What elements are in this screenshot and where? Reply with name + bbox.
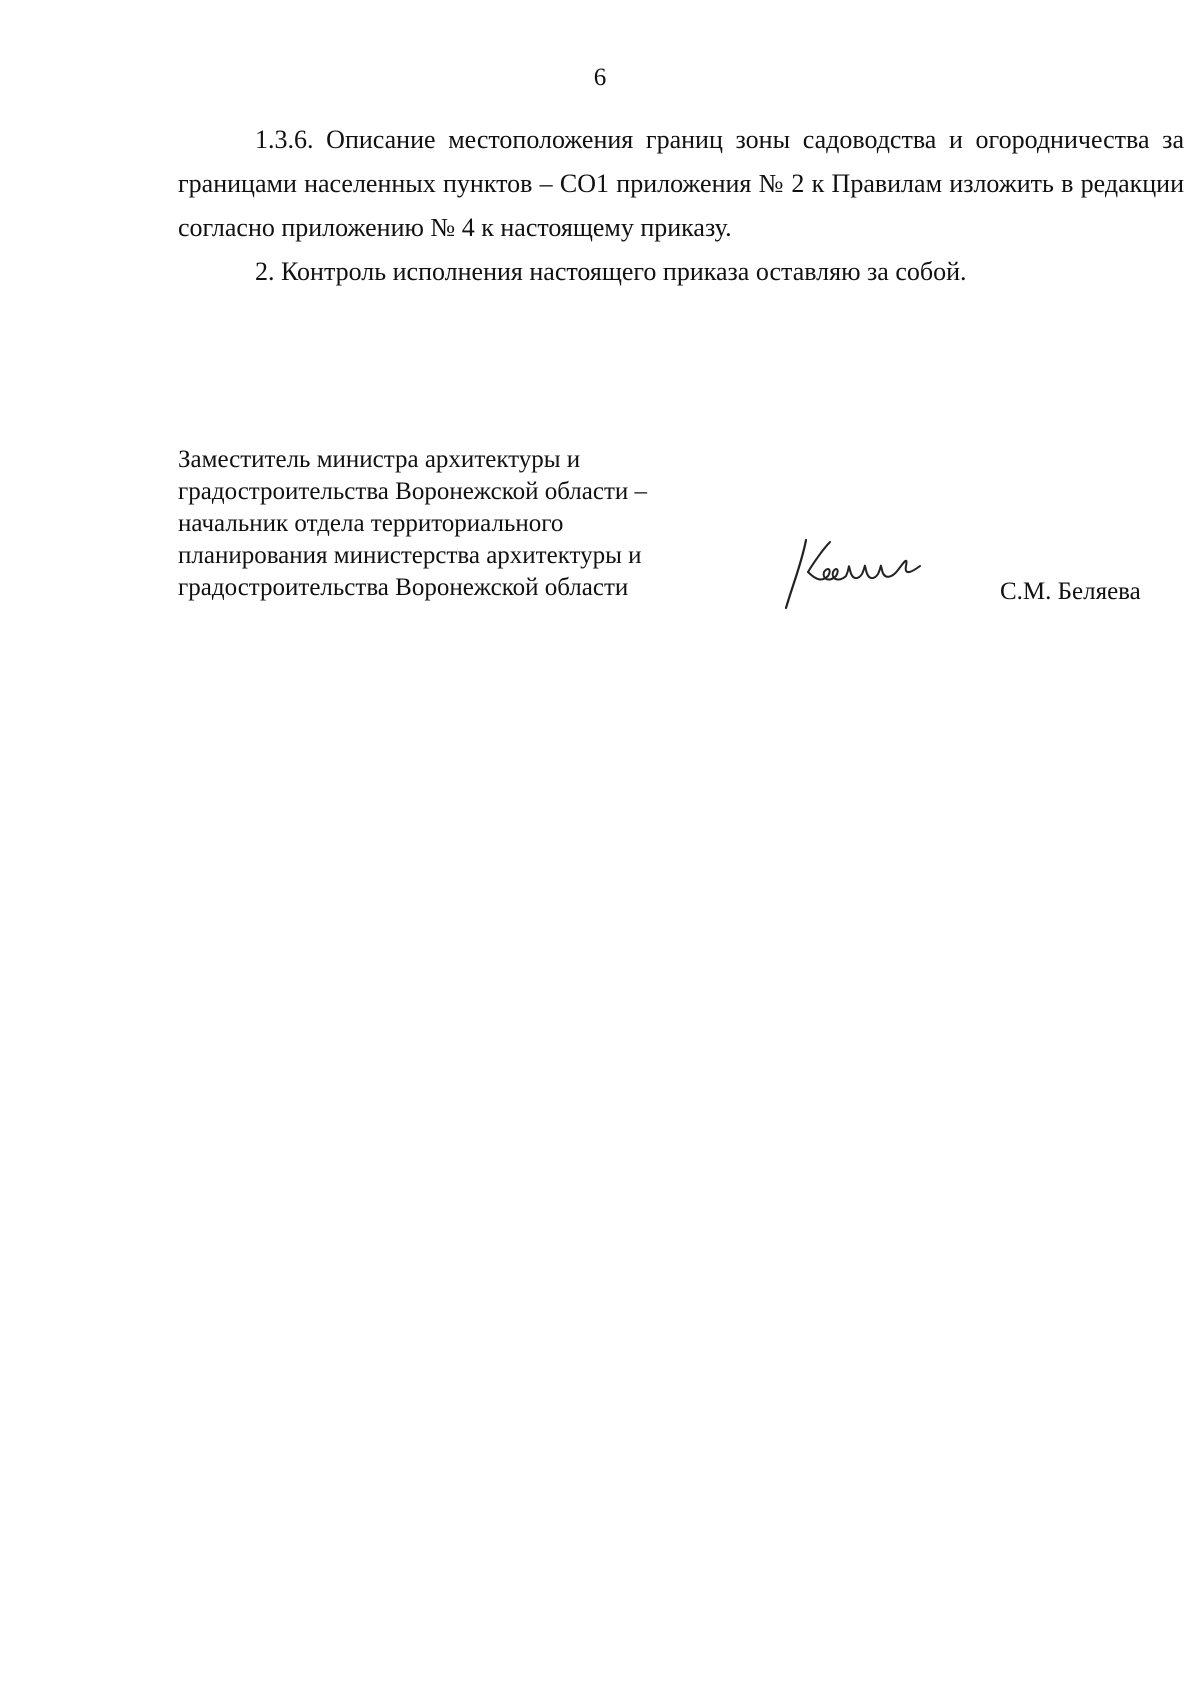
document-body <box>178 118 1184 294</box>
position-line: планирования министерства архитектуры и <box>178 542 642 569</box>
signatory-position <box>178 444 738 604</box>
paragraph-1-3-6: 1.3.6. Описание местоположения границ зоны садоводства и огородничества за границами населенных пунктов – СО1 приложения № 2 к Правилам изложить в редакции согласно приложению № 4 к настоящему приказу. <box>178 125 1184 242</box>
handwritten-signature <box>778 532 938 612</box>
signer-name: С.М. Беляева <box>1000 578 1141 605</box>
signature-block <box>178 444 1188 624</box>
position-line: начальник отдела территориального <box>178 510 564 537</box>
page-number: 6 <box>593 64 607 91</box>
position-line: градостроительства Воронежской области – <box>178 478 648 505</box>
paragraph-2: 2. Контроль исполнения настоящего приказа оставляю за собой. <box>255 257 967 286</box>
position-line: градостроительства Воронежской области <box>178 574 629 601</box>
position-line: Заместитель министра архитектуры и <box>178 446 581 473</box>
